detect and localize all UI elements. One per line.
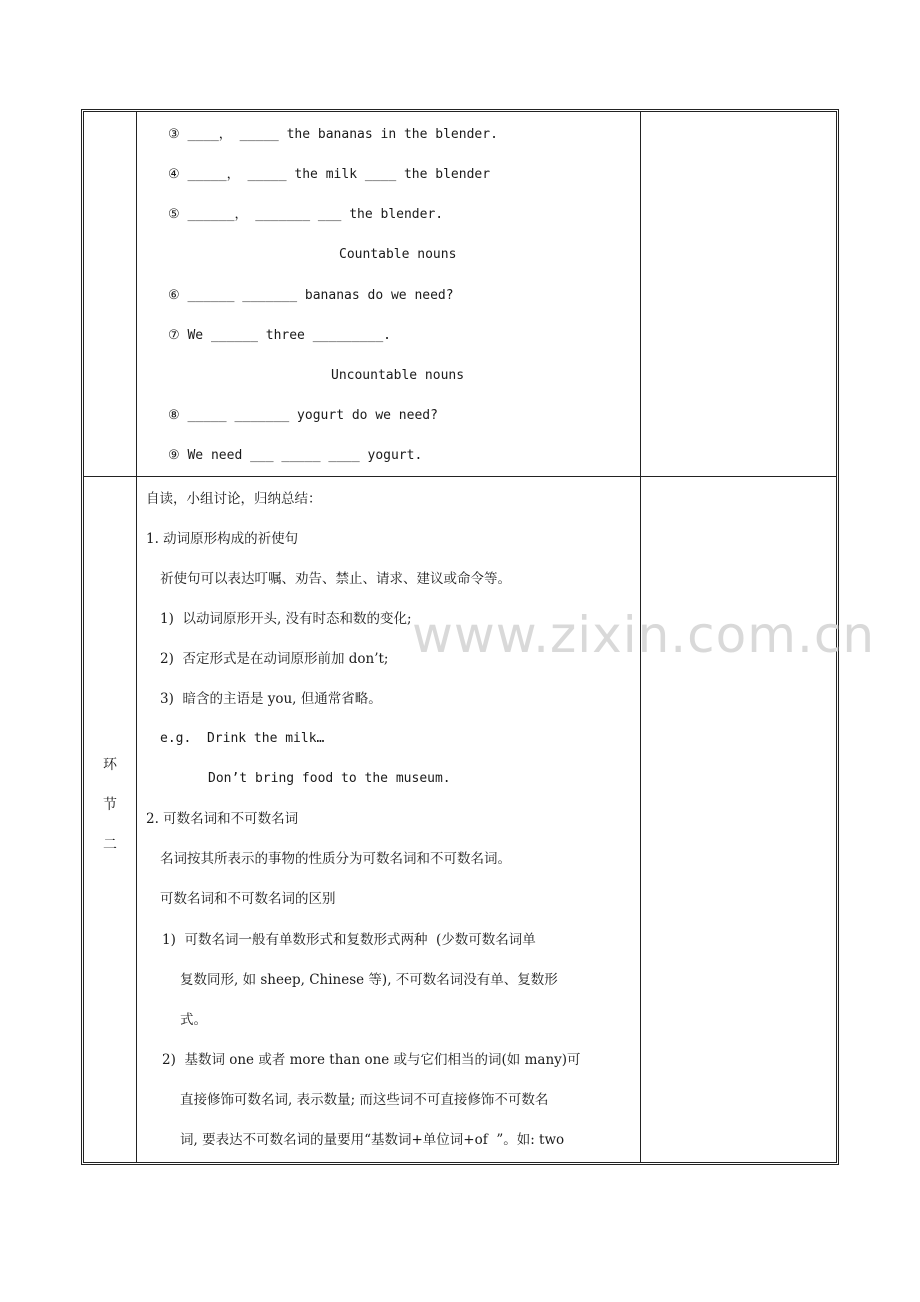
imperative-rule-2: 2) 否定形式是在动词原形前加 don’t; [160,651,389,667]
section-label-char-2: 节 [103,797,117,813]
exercise-line-6: ⑥ ______ _______ bananas do we need? [168,288,454,303]
heading-nouns: 2. 可数名词和不可数名词 [146,811,299,827]
nouns-rule-2-line-3: 词, 要表达不可数名词的量要用“基数词+单位词+of ”。如: two [180,1132,565,1148]
nouns-definition: 名词按其所表示的事物的性质分为可数名词和不可数名词。 [160,851,511,867]
exercise-line-4: ④ _____， _____ the milk ____ the blender [168,167,491,182]
nouns-rule-1-line-1: 1) 可数名词一般有单数形式和复数形式两种 (少数可数名词单 [162,932,536,948]
section-label-char-1: 环 [103,757,117,773]
imperative-definition: 祈使句可以表达叮嘱、劝告、禁止、请求、建议或命令等。 [160,571,511,587]
exercise-line-8: ⑧ _____ _______ yogurt do we need? [168,408,438,423]
exercise-line-3: ③ ____， _____ the bananas in the blender. [168,127,498,142]
example-line-2: Don’t bring food to the museum. [208,771,451,786]
exercise-line-7: ⑦ We ______ three _________. [168,328,391,343]
section-label-char-3: 二 [103,837,117,853]
nouns-difference-heading: 可数名词和不可数名词的区别 [160,891,336,907]
imperative-rule-1: 1) 以动词原形开头, 没有时态和数的变化; [160,611,412,627]
intro-line: 自读，小组讨论，归纳总结： [146,491,322,507]
column-divider-1 [136,112,137,1162]
nouns-rule-2-line-2: 直接修饰可数名词, 表示数量; 而这些词不可直接修饰不可数名 [180,1092,549,1108]
exercise-line-9: ⑨ We need ___ _____ ____ yogurt. [168,448,423,463]
heading-imperative: 1. 动词原形构成的祈使句 [146,531,299,547]
imperative-rule-3: 3) 暗含的主语是 you, 但通常省略。 [160,691,382,707]
nouns-rule-1-line-2: 复数同形, 如 sheep, Chinese 等), 不可数名词没有单、复数形 [180,972,558,988]
exercise-line-5: ⑤ ______， _______ ___ the blender. [168,207,444,222]
uncountable-nouns-heading: Uncountable nouns [331,368,465,383]
nouns-rule-1-line-3: 式。 [180,1012,207,1028]
countable-nouns-heading: Countable nouns [339,247,457,262]
example-line-1: e.g. Drink the milk… [160,731,325,746]
row-divider [84,476,836,477]
watermark: www.zixin.com.cn [412,606,876,664]
nouns-rule-2-line-1: 2) 基数词 one 或者 more than one 或与它们相当的词(如 many)可 [162,1052,581,1068]
